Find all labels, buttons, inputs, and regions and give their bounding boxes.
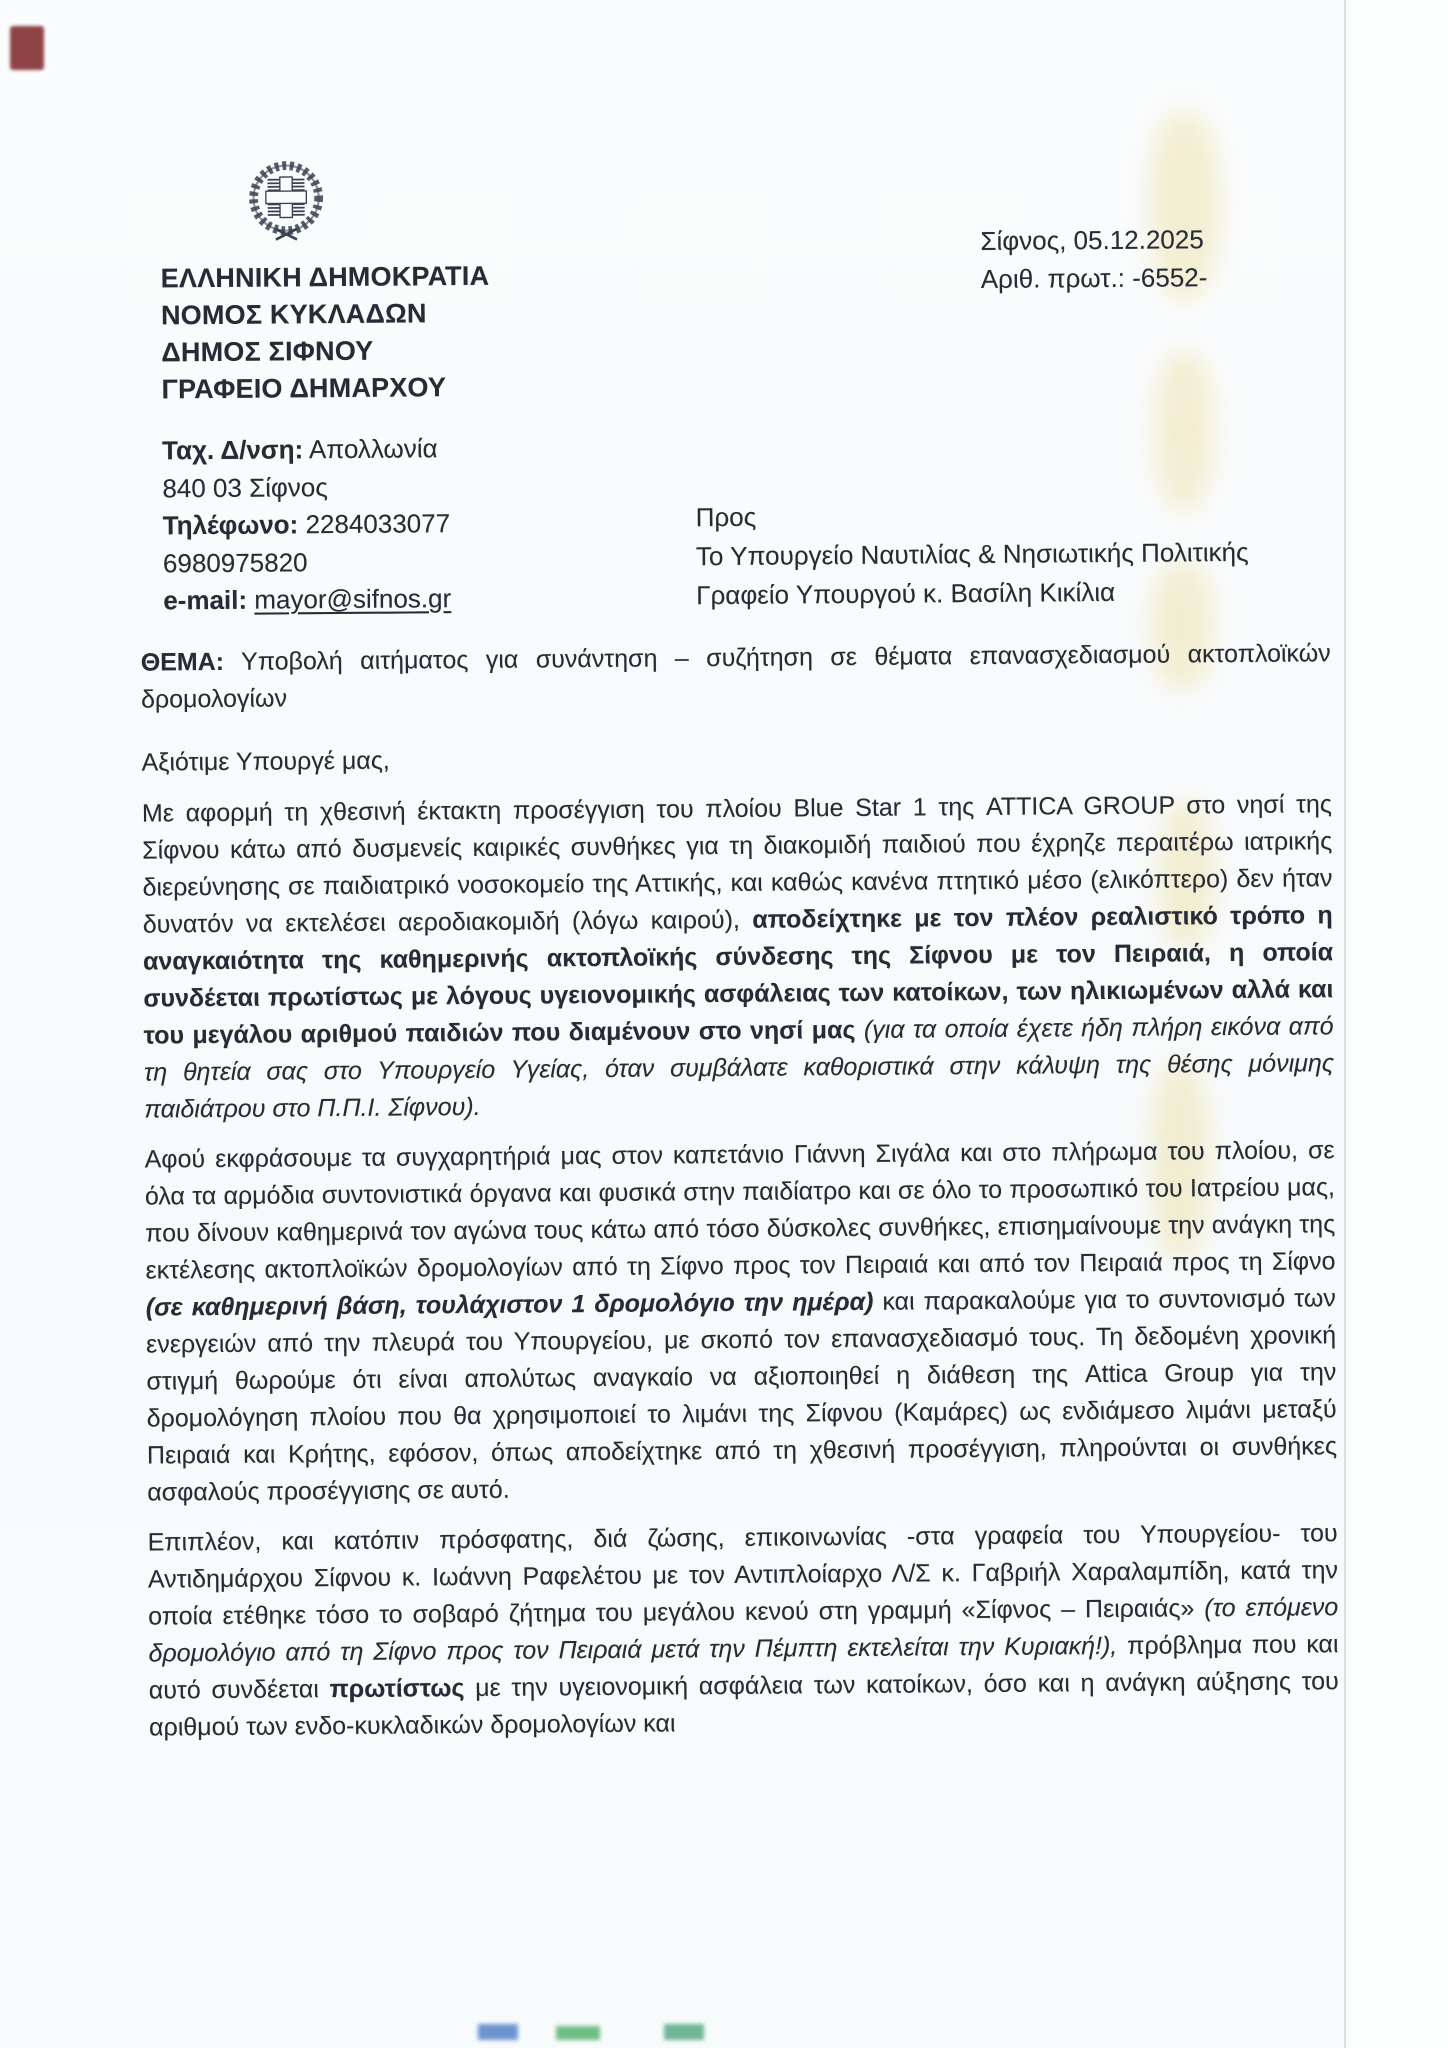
body-paragraph-2: Αφού εκφράσουμε τα συγχαρητήριά μας στον καπετάνιο Γιάννη Σιγάλα και στο πλήρωμα του πλοίου, σε όλα τα αρμόδια συντονιστικά όργανα και φυσικά στην παιδίατρο και σε όλο το προσωπικό του Ιατρείου μας, που δίνουν καθημερινά τον αγώνα τους κάτω από τόσο δύσκολες συνθήκες, επισημαίνουμε την ανάγκη της εκτέλεσης ακτοπλοϊκών δρομολογίων από τη Σίφνο προς τον Πειραιά και από τον Πειραιά προς τη Σίφνο (σε καθημερινή βάση, τουλάχιστον 1 δρομολόγιο την ημέρα) και παρακαλούμε για το συντονισμό των ενεργειών από την πλευρά του Υπουργείου, με σκοπό τον επανασχεδιασμό τους. Τη δεδομένη χρονική στιγμή θωρούμε ότι είναι απολύτως αναγκαίο να αξιοποιηθεί η διάθεση της Attica Group για την δρομολόγηση πλοίου που θα χρησιμοποιεί το λιμάνι της Σίφνου (Καμάρες) ως ενδιάμεσο λιμάνι μεταξύ Πειραιά και Κρήτης, εφόσον, όπως αποδείχτηκε από τη χθεσινή προσέγγιση, πληρούνται οι συνθήκες ασφαλούς προσέγγισης σε αυτό.	[144, 1136, 1338, 1507]
letter-body	[141, 635, 1340, 1759]
recipient-block	[695, 494, 1249, 615]
address-value: Απολλωνία	[308, 433, 438, 465]
subject-text: Υποβολή αιτήματος για συνάντηση – συζήτηση σε θέματα επανασχεδιασμού ακτοπλοϊκών δρομολογίων	[140, 639, 1331, 714]
recipient-line: Γραφείο Υπουργού κ. Βασίλη Κικίλια	[696, 576, 1116, 611]
date-line: Σίφνος, 05.12.2025	[980, 224, 1204, 256]
sender-org-line: ΝΟΜΟΣ ΚΥΚΛΑΔΩΝ	[160, 298, 427, 331]
greek-coat-of-arms-icon	[242, 153, 331, 259]
sender-organization-block	[161, 258, 491, 409]
date-protocol-block	[980, 220, 1207, 298]
sender-org-line: ΕΛΛΗΝΙΚΗ ΔΗΜΟΚΡΑΤΙΑ	[160, 260, 490, 294]
address-line	[162, 430, 450, 470]
body-paragraph-3: Επιπλέον, και κατόπιν πρόσφατης, διά ζώσης, επικοινωνίας -στα γραφεία του Υπουργείου- του Αντιδημάρχου Σίφνου κ. Ιωάννη Ραφελέτου με τον Αντιπλοίαρχο Λ/Σ κ. Γαβριήλ Χαραλαμπίδη, κατά την οποία ετέθηκε τόσο το σοβαρό ζήτημα του μεγάλου κενού στη γραμμή «Σίφνος – Πειραιάς» (το επόμενο δρομολόγιο από τη Σίφνο προς τον Πειραιά μετά την Πέμπτη εκτελείται την Κυριακή!), πρόβλημα που και αυτό συνδέεται πρωτίστως με την υγειονομική ασφάλεια των κατοίκων, όσο και η ανάγκη αύξησης του αριθμού των ενδο-κυκλαδικών δρομολογίων και	[147, 1519, 1339, 1742]
subject-label: ΘΕΜΑ:	[140, 647, 225, 677]
phone-value: 2284033077	[305, 508, 451, 540]
recipient-to-label: Προς	[695, 501, 757, 533]
protocol-number-line: Αριθ. πρωτ.: -6552-	[980, 262, 1208, 294]
phone-line	[163, 505, 451, 545]
sender-contact-block	[162, 430, 451, 620]
phone-label: Τηλέφωνο:	[162, 509, 299, 541]
phone-secondary: 6980975820	[162, 546, 308, 578]
recipient-line: Το Υπουργείο Ναυτιλίας & Νησιωτικής Πολιτικής	[695, 536, 1249, 572]
email-line	[163, 580, 451, 620]
postal-line: 840 03 Σίφνος	[162, 471, 328, 503]
sender-org-line: ΓΡΑΦΕΙΟ ΔΗΜΑΡΧΟΥ	[161, 372, 447, 405]
address-label: Ταχ. Δ/νση:	[161, 434, 304, 466]
salutation: Αξιότιμε Υπουργέ μας,	[141, 746, 390, 777]
sender-org-line: ΔΗΜΟΣ ΣΙΦΝΟΥ	[161, 335, 374, 368]
body-paragraph-1: Με αφορμή τη χθεσινή έκτακτη προσέγγιση του πλοίου Blue Star 1 της ATTICA GROUP στο νησί της Σίφνου κάτω από δυσμενείς καιρικές συνθήκες για τη διακομιδή παιδιού που έχρηζε περαιτέρω ιατρικής διερεύνησης σε παιδιατρικό νοσοκομείο της Αττικής, και καθώς κανένα πτητικό μέσο (ελικόπτερο) δεν ήταν δυνατόν να εκτελέσει αεροδιακομιδή (λόγω καιρού), αποδείχτηκε με τον πλέον ρεαλιστικό τρόπο η αναγκαιότητα της καθημερινής ακτοπλοϊκής σύνδεσης της Σίφνου με τον Πειραιά, η οποία συνδέεται πρωτίστως με λόγους υγειονομικής ασφάλειας των κατοίκων, των ηλικιωμένων αλλά και του μεγάλου αριθμού παιδιών που διαμένουν στο νησί μας (για τα οποία έχετε ήδη πλήρη εικόνα από τη θητεία σας στο Υπουργείο Υγείας, όταν συμβάλατε καθοριστικά στην κάλυψη της θέσης μόνιμης παιδιάτρου στο Π.Π.Ι. Σίφνου).	[141, 790, 1335, 1124]
email-label: e-mail:	[163, 584, 248, 616]
email-address: mayor@sifnos.gr	[254, 583, 452, 615]
subject-line	[141, 635, 1332, 718]
